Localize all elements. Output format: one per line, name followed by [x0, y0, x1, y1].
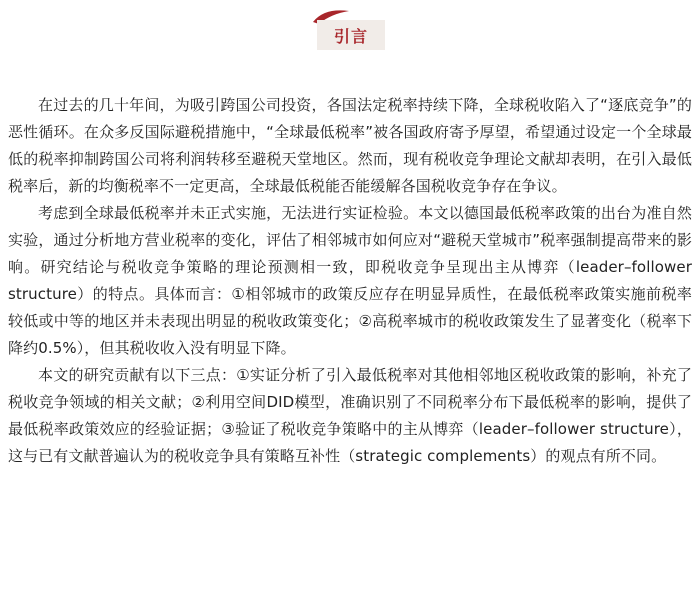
paragraph-3: 本文的研究贡献有以下三点：①实证分析了引入最低税率对其他相邻地区税收政策的影响，补充了税收竞争领域的相关文献；②利用空间DID模型，准确识别了不同税率分布下最低税率的影响，提供了最低税率政策效应的经验证据；③验证了税收竞争策略中的主从博弈（leader–follower structure），这与已有文献普遍认为的税收竞争具有策略互补性（strategic complements）的观点有所不同。	[8, 366, 692, 465]
header-box	[317, 20, 385, 50]
article-body	[8, 92, 692, 470]
paragraph-1: 在过去的几十年间，为吸引跨国公司投资，各国法定税率持续下降，全球税收陷入了“逐底竞争”的恶性循环。在众多反国际避税措施中，“全球最低税率”被各国政府寄予厚望，希望通过设定一个全球最低的税率抑制跨国公司将利润转移至避税天堂地区。然而，现有税收竞争理论文献却表明，在引入最低税率后，新的均衡税率不一定更高，全球最低税能否能缓解各国税收竞争存在争议。	[8, 96, 692, 195]
section-header-badge	[317, 12, 385, 50]
paragraph-2: 考虑到全球最低税率并未正式实施，无法进行实证检验。本文以德国最低税率政策的出台为准自然实验，通过分析地方营业税率的变化，评估了相邻城市如何应对“避税天堂城市”税率强制提高带来的影响。研究结论与税收竞争策略的理论预测相一致，即税收竞争呈现出主从博弈（leader–follower structure）的特点。具体而言：①相邻城市的政策反应存在明显异质性，在最低税率政策实施前税率较低或中等的地区并未表现出明显的税收政策变化；②高税率城市的税收政策发生了显著变化（税率下降约0.5%），但其税收收入没有明显下降。	[8, 204, 692, 357]
section-title: 引言	[333, 26, 368, 46]
